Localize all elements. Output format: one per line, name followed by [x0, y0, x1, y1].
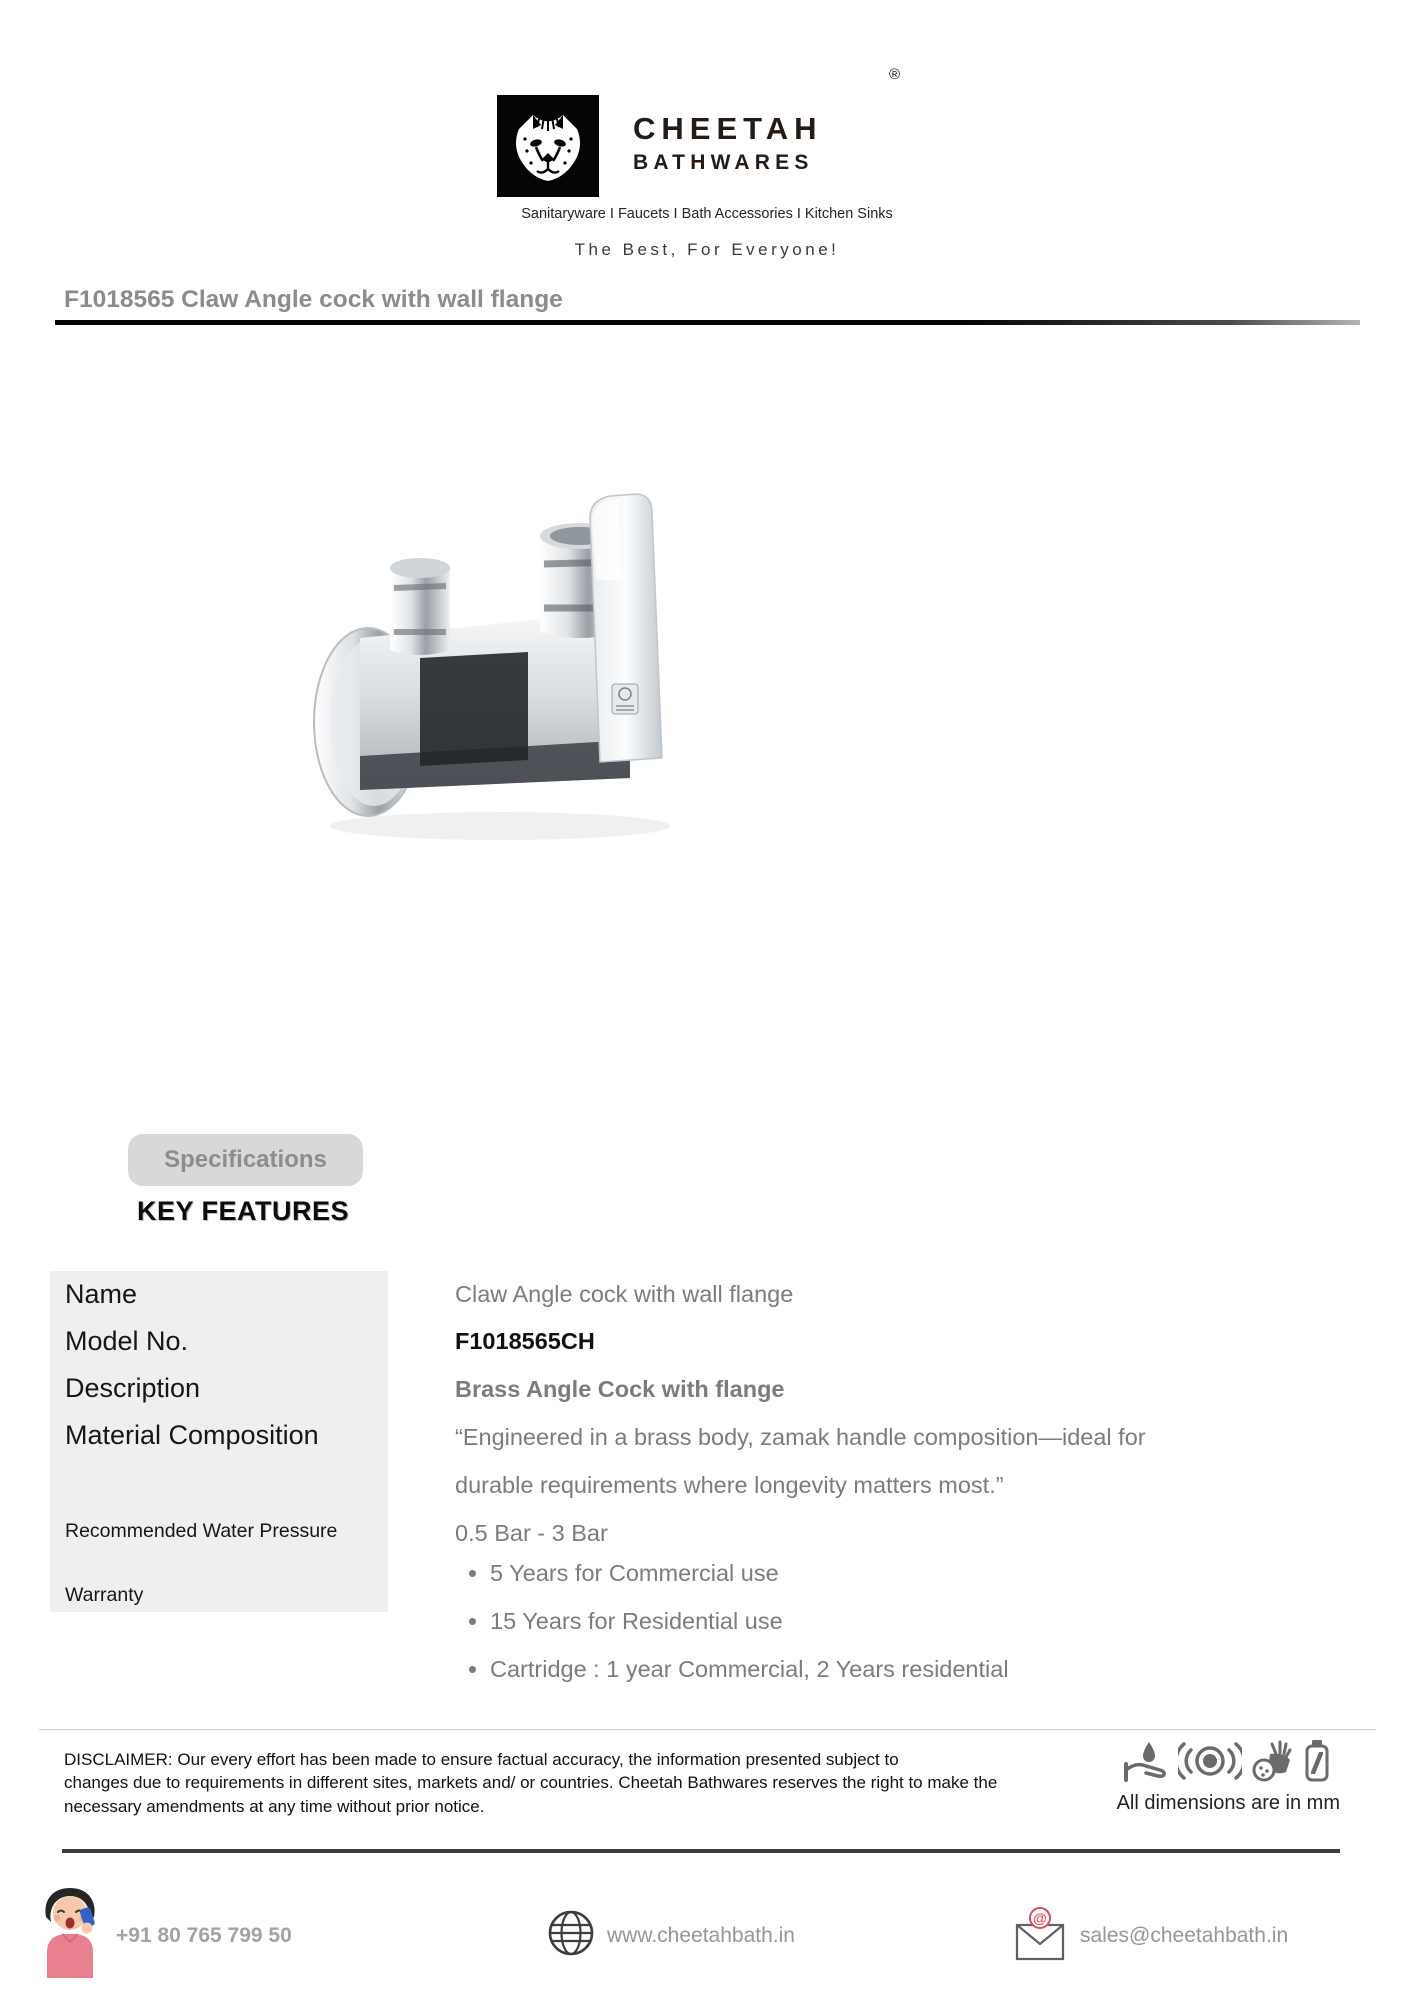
- registered-trademark-icon: ®: [889, 66, 901, 83]
- sound-wave-icon: [1178, 1738, 1242, 1789]
- warranty-item: • 5 Years for Commercial use: [490, 1558, 1009, 1588]
- spec-label-description: Description: [65, 1373, 201, 1403]
- disclaimer-line2: changes due to requirements in different sites, markets and/ or countries. Cheetah Bathwares reserves the right to make the: [64, 1773, 998, 1792]
- spec-value-description: Brass Angle Cock with flange: [455, 1376, 785, 1402]
- key-features-heading: KEY FEATURES: [137, 1196, 350, 1226]
- hand-wash-icon: [1250, 1740, 1294, 1789]
- spec-value-model: F1018565CH: [455, 1328, 595, 1354]
- disclaimer-divider: [39, 1729, 1376, 1730]
- spec-value-name: Claw Angle cock with wall flange: [455, 1281, 794, 1307]
- spec-value-material-line2: durable requirements where longevity matters most.”: [455, 1472, 1004, 1498]
- phone-number: +91 80 765 799 50: [116, 1924, 292, 1947]
- warranty-list: [462, 1558, 1009, 1702]
- spec-label-model: Model No.: [65, 1326, 189, 1356]
- product-badge: [612, 684, 638, 714]
- disclaimer-line1: DISCLAIMER: Our every effort has been made to ensure factual accuracy, the information presented subject to: [64, 1750, 899, 1769]
- page-title: F1018565 Claw Angle cock with wall flange: [64, 286, 563, 313]
- brand-name-line1: CHEETAH: [633, 111, 823, 146]
- globe-icon: [546, 1908, 596, 1963]
- spec-label-name: Name: [65, 1279, 138, 1309]
- warranty-item: • 15 Years for Residential use: [490, 1606, 1009, 1636]
- spec-label-material: Material Composition: [65, 1420, 319, 1450]
- email-link[interactable]: sales@cheetahbath.in: [1080, 1924, 1289, 1947]
- brand-slogan: The Best, For Everyone!: [574, 240, 840, 259]
- spec-label-warranty: Warranty: [65, 1584, 144, 1606]
- product-image: [300, 460, 740, 860]
- specifications-badge-label: Specifications: [164, 1146, 327, 1173]
- spec-value-pressure: 0.5 Bar - 3 Bar: [455, 1520, 608, 1546]
- svg-text:@: @: [1033, 1910, 1047, 1926]
- warranty-item: • Cartridge : 1 year Commercial, 2 Years residential: [490, 1654, 1009, 1684]
- brand-wordmark: [633, 112, 823, 175]
- support-person-icon: [34, 1886, 106, 1983]
- brand-name-line2: BATHWARES: [633, 151, 814, 174]
- footer-divider: [62, 1849, 1340, 1853]
- specifications-badge: [128, 1134, 363, 1186]
- spec-label-pressure: Recommended Water Pressure: [65, 1520, 338, 1542]
- spec-value-material-line1: “Engineered in a brass body, zamak handle composition—ideal for: [455, 1424, 1146, 1450]
- website-link[interactable]: www.cheetahbath.in: [607, 1924, 795, 1947]
- envelope-icon: [1014, 1906, 1066, 1967]
- disclaimer-line3: necessary amendments at any time without prior notice.: [64, 1797, 485, 1816]
- brand-tagline: Sanitaryware I Faucets I Bath Accessories I Kitchen Sinks: [521, 206, 893, 222]
- title-divider: [55, 320, 1360, 325]
- dimensions-note: All dimensions are in mm: [1116, 1792, 1340, 1814]
- water-saving-icon: [1122, 1740, 1172, 1789]
- cheetah-logo-icon: [497, 95, 599, 197]
- bottle-icon: [1302, 1738, 1332, 1789]
